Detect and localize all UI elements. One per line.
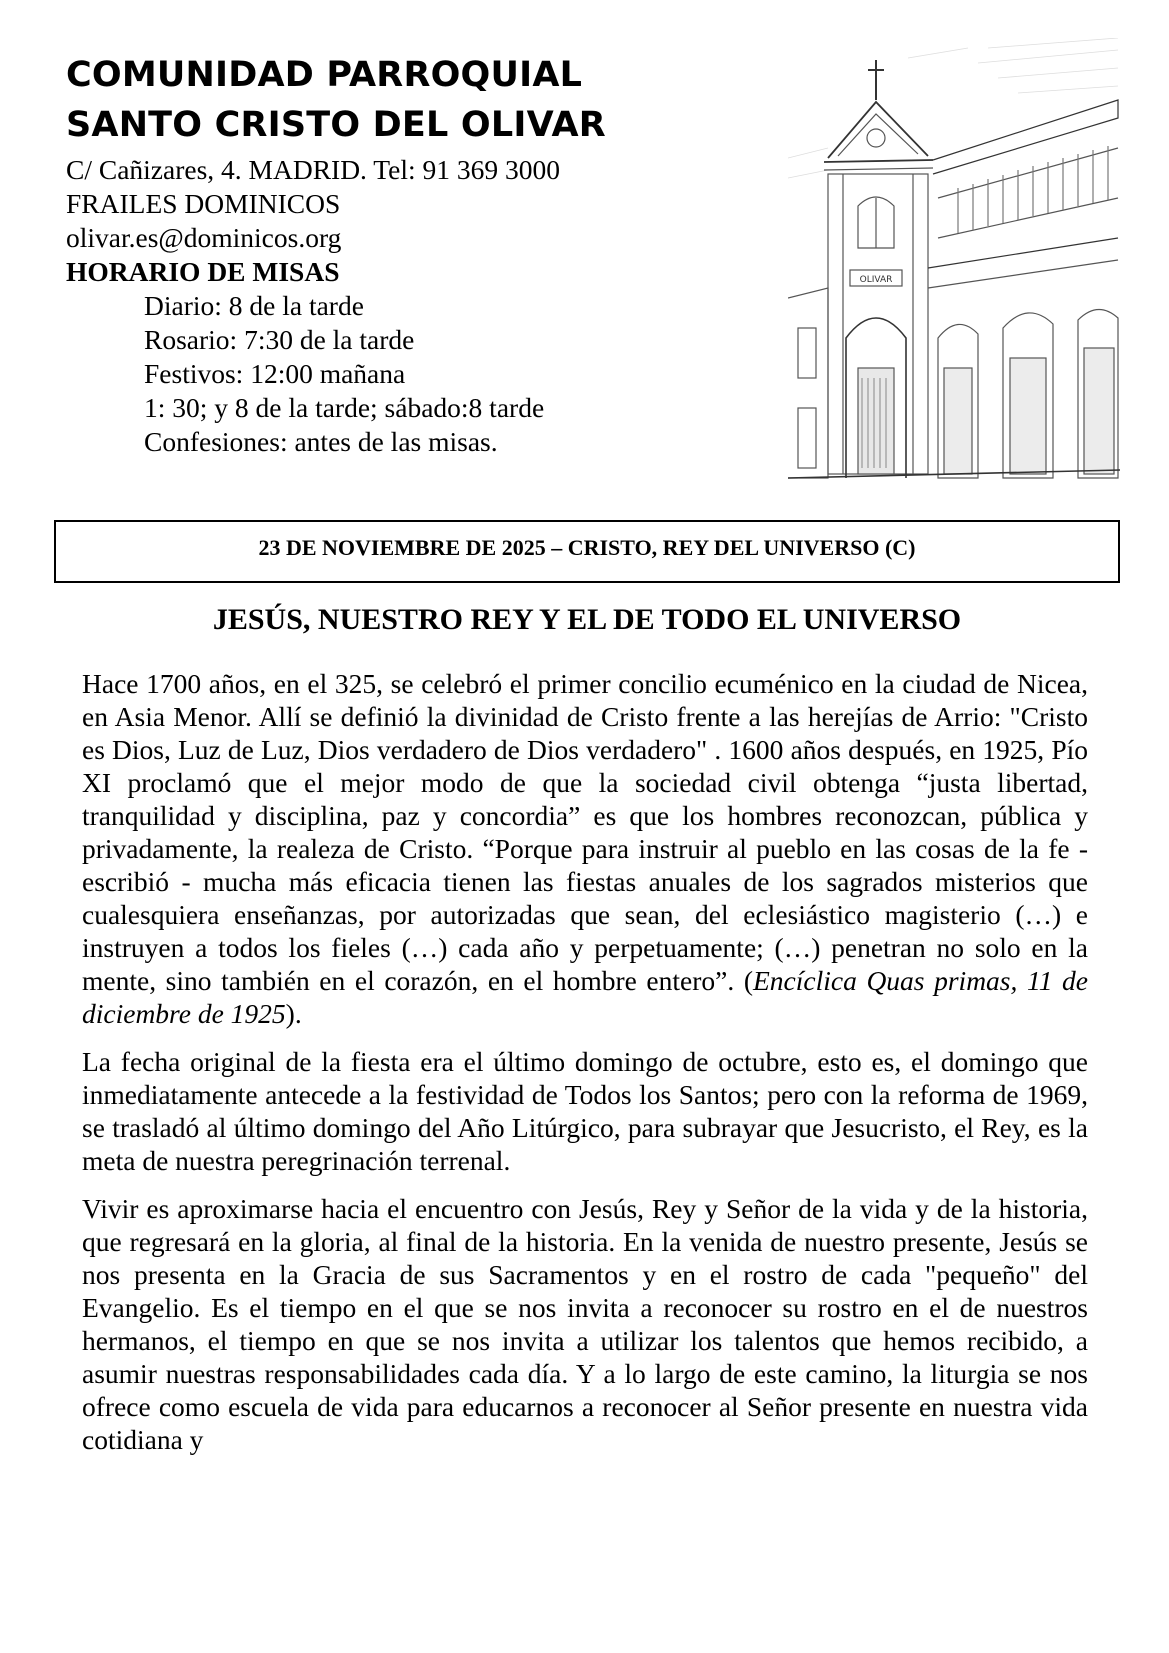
parish-title	[66, 50, 606, 150]
parish-title-line-2: SANTO CRISTO DEL OLIVAR	[66, 105, 606, 145]
schedule-confessions: Confesiones: antes de las misas.	[144, 426, 498, 457]
schedule-daily: Diario: 8 de la tarde	[144, 290, 364, 321]
date-banner: 23 DE NOVIEMBRE DE 2025 – CRISTO, REY DEL UNIVERSO (C)	[54, 520, 1120, 583]
parish-info	[66, 153, 560, 459]
religious-order: FRAILES DOMINICOS	[66, 188, 341, 219]
parish-title-line-1: COMUNIDAD PARROQUIAL	[66, 55, 583, 95]
article-title: JESÚS, NUESTRO REY Y EL DE TODO EL UNIVERSO	[212, 603, 962, 636]
paragraph-3: Vivir es aproximarse hacia el encuentro con Jesús, Rey y Señor de la vida y de la historia, que regresará en la gloria, al final de la historia. En la venida de nuestro presente, Jesús se nos presenta en la Gracia de sus Sacramentos y en el rostro de cada "pequeño" del Evangelio. Es el tiempo en el que se nos invita a reconocer su rostro en el de nuestros hermanos, el tiempo en que se nos invita a utilizar los talentos que hemos recibido, a asumir nuestras responsabilidades cada día. Y a lo largo de este camino, la liturgia se nos ofrece como escuela de vida para educarnos a reconocer al Señor presente en nuestra vida cotidiana y	[82, 1193, 1088, 1455]
schedule-rosary: Rosario: 7:30 de la tarde	[144, 324, 415, 355]
church-facade-drawing	[788, 38, 1120, 488]
encyclical-citation: Encíclica Quas primas, 11 de diciembre de 1925	[82, 965, 1089, 1029]
paragraph-1-text: Hace 1700 años, en el 325, se celebró el primer concilio ecuménico en la ciudad de Nicea, en Asia Menor. Allí se definió la divinidad de Cristo frente a las herejías de Arrio: "Cristo es Dios, Luz de Luz, Dios verdadero de Dios verdadero" . 1600 años después, en 1925, Pío XI proclamó que el mejor modo de que la sociedad civil obtenga “justa libertad, tranquilidad y disciplina, paz y concordia” es que los hombres reconozcan, pública y privadamente, la realeza de Cristo. “Porque para instruir al pueblo en las cosas de la fe -escribió - mucha más eficacia tienen las fiestas anuales de los sagrados misterios que cualesquiera enseñanzas, por autorizadas que sean, del eclesiástico magisterio (…) e instruyen a todos los fieles (…) cada año y perpetuamente; (…) penetran no solo en la mente, sino también en el corazón, en el hombre entero”. (	[82, 668, 1088, 996]
schedule-holidays-extra: 1: 30; y 8 de la tarde; sábado:8 tarde	[144, 392, 545, 423]
paragraph-1	[82, 667, 1088, 1030]
paragraph-1-end: ).	[285, 998, 302, 1029]
email: olivar.es@dominicos.org	[66, 222, 342, 253]
address: C/ Cañizares, 4. MADRID. Tel: 91 369 3000	[66, 154, 561, 185]
schedule-holidays: Festivos: 12:00 mañana	[144, 358, 406, 389]
schedule-heading: HORARIO DE MISAS	[66, 256, 340, 287]
church-sign-text: OLIVAR	[859, 275, 893, 285]
article-body	[82, 667, 1088, 1471]
paragraph-2: La fecha original de la fiesta era el último domingo de octubre, esto es, el domingo que inmediatamente antecede a la festividad de Todos los Santos; pero con la reforma de 1969, se trasladó al último domingo del Año Litúrgico, para subrayar que Jesucristo, el Rey, es la meta de nuestra peregrinación terrenal.	[82, 1046, 1088, 1176]
